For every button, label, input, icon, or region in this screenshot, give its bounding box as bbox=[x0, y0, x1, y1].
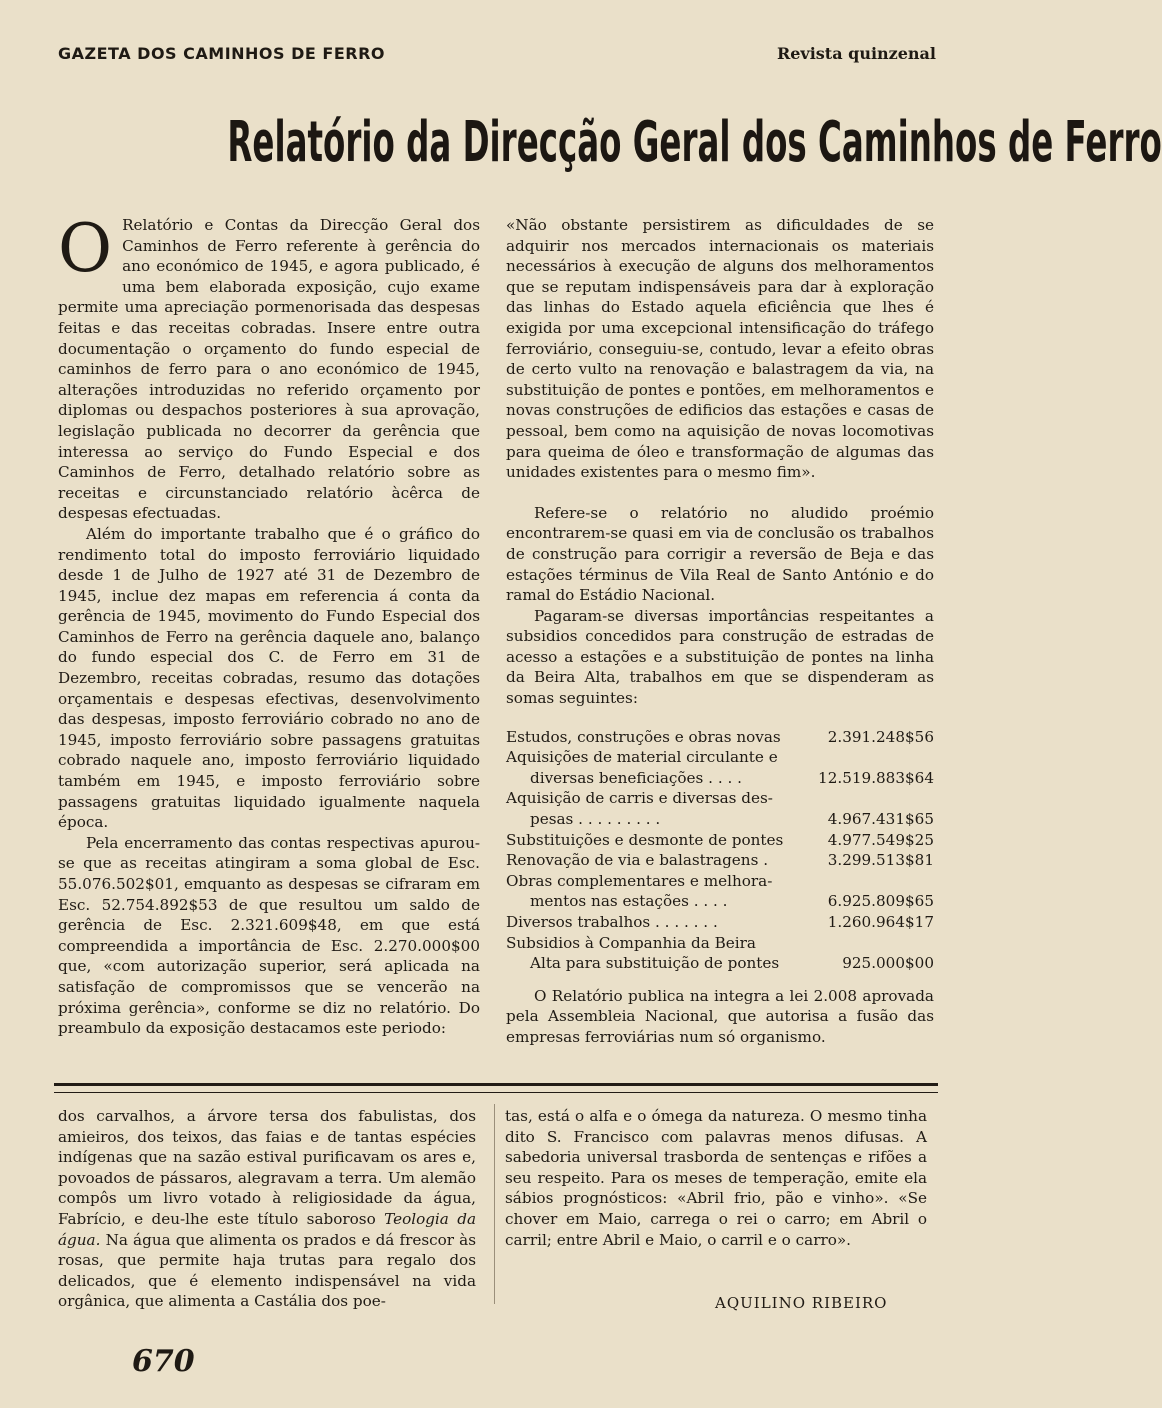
expense-row bbox=[506, 747, 934, 768]
expense-amount: 925.000$00 bbox=[842, 954, 934, 973]
expense-row bbox=[506, 727, 934, 748]
article-left-column bbox=[58, 210, 480, 1039]
article-paragraph: Além do importante trabalho que é o gráfico do rendimento total do imposto ferroviário liquidado desde 1 de Julho de 1927 até 31 de Dezembro de 1945, inclue dez mapas em referencia á conta da gerência de 1945, movimento do Fundo Especial dos Caminhos de Ferro na gerência daquele ano, balanço do fundo especial dos C. de Ferro em 31 de Dezembro, receitas cobradas, resumo das dotações orçamentais e despesas efectivas, desenvolvimento das despesas, imposto ferroviário cobrado no ano de 1945, imposto ferroviário sobre passagens gratuitas cobrado naquele ano, imposto ferroviário liquidado também em 1945, e imposto ferroviário sobre passagens gratuitas liquidado igualmente naquela época. bbox=[58, 524, 480, 832]
continuation-paragraph: tas, está o alfa e o ómega da natureza. O mesmo tinha dito S. Francisco com palavras menos difusas. A sabedoria universal trasborda de sentenças e rifões a seu respeito. Para os meses de temperação, emite ela sábios prognósticos: «Abril frio, pão e vinho». «Se chover em Maio, carrega o rei o carro; em Abril o carril; entre Abril e Maio, o carril e o carro». bbox=[505, 1107, 927, 1249]
book-title: Teologia da água. bbox=[58, 1209, 477, 1249]
expense-label: Alta para substituição de pontes bbox=[530, 954, 780, 973]
expense-row bbox=[506, 912, 934, 933]
expense-label: Subsidios à Companhia da Beira bbox=[506, 933, 756, 952]
article-paragraph: Refere-se o relatório no aludido proémio encontrarem-se quasi em via de conclusão os trabalhos de construção para corrigir a reversão de Beja e das estações términus de Vila Real de Santo António e do ramal do Estádio Nacional. bbox=[506, 503, 934, 605]
expense-label: mentos nas estações . . . . bbox=[530, 892, 728, 911]
expense-label: diversas beneficiações . . . . bbox=[530, 768, 742, 787]
expense-label: Renovação de via e balastragens . bbox=[506, 851, 769, 870]
preamble-quote: «Não obstante persistirem as dificuldades de se adquirir nos mercados internacionais os materiais necessários à execução de alguns dos melhoramentos que se reputam indispensáveis para dar à exploração das linhas do Estado aquela eficiência que lhes é exigida por uma excepcional intensificação do tráfego ferroviário, conseguiu-se, contudo, levar a efeito obras de certo vulto na renovação e balastragem da via, na substituição de pontes e pontões, em melhoramentos e novas construções de edificios das estações e casas de pessoal, bem como na aquisição de novas locomotivas para queima de óleo e transformação de algumas das unidades existentes para o mesmo fim». bbox=[506, 216, 934, 482]
article-paragraph: Pela encerramento das contas respectivas apurou-se que as receitas atingiram a soma global de Esc. 55.076.502$01, emquanto as despesas se cifraram em Esc. 52.754.892$53 de que resultou um saldo de gerência de Esc. 2.321.609$48, em que está compreendida a importância de Esc. 2.270.000$00 que, «com autorização superior, será aplicada na satisfação de compromissos que se vencerão na próxima gerência», conforme se diz no relatório. Do preambulo da exposição destacamos este periodo: bbox=[58, 833, 480, 1038]
expense-row bbox=[506, 953, 934, 974]
expense-amount: 3.299.513$81 bbox=[827, 851, 934, 870]
expense-amount: 12.519.883$64 bbox=[818, 768, 934, 787]
expense-amount: 2.391.248$56 bbox=[827, 727, 934, 746]
expense-row bbox=[506, 891, 934, 912]
paragraph-text: Relatório e Contas da Direcção Geral dos Caminhos de Ferro referente à gerência do ano económico de 1945, e agora publicado, é uma bem elaborada exposição, cujo exame permite uma apreciação pormenorisada das despesas feitas e das receitas cobradas. Insere entre outra documentação o orçamento do fundo especial de caminhos de ferro para o ano económico de 1945, alterações introduzidas no referido orçamento por diplomas ou despachos posteriores à sua aprovação, legislação publicada no decorrer da gerência que interessa ao serviço do Fundo Especial e dos Caminhos de Ferro, detalhado relatório sobre as receitas e circunstanciado relatório àcêrca de despesas efectuadas. bbox=[58, 216, 480, 523]
continuation-text: Na água que alimenta os prados e dá frescor às rosas, que permite haja trutas para regalo dos delicados, que é elemento indispensável na vida orgânica, que alimenta a Castália dos poe- bbox=[58, 1230, 476, 1311]
page-number: 670 bbox=[132, 1344, 195, 1379]
expense-row bbox=[506, 830, 934, 851]
expense-amount: 1.260.964$17 bbox=[827, 913, 934, 931]
column-divider bbox=[494, 1104, 495, 1304]
expense-label: Aquisições de material circulante e bbox=[506, 748, 778, 767]
continuation-left-column bbox=[58, 1106, 476, 1312]
continuation-paragraph bbox=[58, 1106, 476, 1312]
expense-amount: 4.967.431$65 bbox=[827, 810, 934, 829]
article-paragraph bbox=[58, 210, 480, 524]
continuation-right-column bbox=[505, 1106, 927, 1250]
expense-label: Obras complementares e melhora- bbox=[506, 871, 773, 890]
drop-cap: O bbox=[58, 210, 113, 287]
article-title: Relatório da Direcção Geral dos Caminhos de Ferro bbox=[227, 110, 1162, 175]
expense-row bbox=[506, 871, 934, 892]
author-signature: AQUILINO RIBEIRO bbox=[715, 1294, 888, 1312]
section-divider bbox=[54, 1083, 938, 1093]
expenses-table bbox=[506, 727, 934, 974]
journal-subtitle: Revista quinzenal bbox=[776, 44, 936, 63]
running-head bbox=[58, 44, 936, 68]
expense-row bbox=[506, 768, 934, 789]
expense-amount: 4.977.549$25 bbox=[827, 830, 934, 849]
expense-label: Aquisição de carris e diversas des- bbox=[506, 789, 773, 808]
expense-row bbox=[506, 788, 934, 809]
expense-row bbox=[506, 809, 934, 830]
expense-label: pesas . . . . . . . . . bbox=[530, 810, 661, 829]
closing-paragraph: O Relatório publica na integra a lei 2.008 aprovada pela Assembleia Nacional, que autorisa a fusão das empresas ferroviárias num só organismo. bbox=[506, 986, 934, 1046]
expense-label: Diversos trabalhos . . . . . . . bbox=[506, 913, 718, 931]
expense-row bbox=[506, 933, 934, 954]
expense-label: Estudos, construções e obras novas bbox=[506, 727, 781, 746]
journal-title: GAZETA DOS CAMINHOS DE FERRO bbox=[58, 44, 386, 63]
article-paragraph: Pagaram-se diversas importâncias respeitantes a subsidios concedidos para construção de estradas de acesso a estações e a substituição de pontes na linha da Beira Alta, trabalhos em que se dispenderam as somas seguintes: bbox=[506, 606, 934, 708]
continuation-text: dos carvalhos, a árvore tersa dos fabulistas, dos amieiros, dos teixos, das faias e de tantas espécies indígenas que na sazão estival purificavam os ares e, povoados de pássaros, alegravam a terra. Um alemão compôs um livro votado à religiosidade da água, Fabrício, e deu-lhe este título saboroso bbox=[58, 1107, 476, 1228]
expense-row bbox=[506, 850, 934, 871]
expense-amount: 6.925.809$65 bbox=[827, 892, 934, 911]
expense-label: Substituições e desmonte de pontes bbox=[506, 830, 784, 849]
article-right-column bbox=[506, 215, 934, 1048]
